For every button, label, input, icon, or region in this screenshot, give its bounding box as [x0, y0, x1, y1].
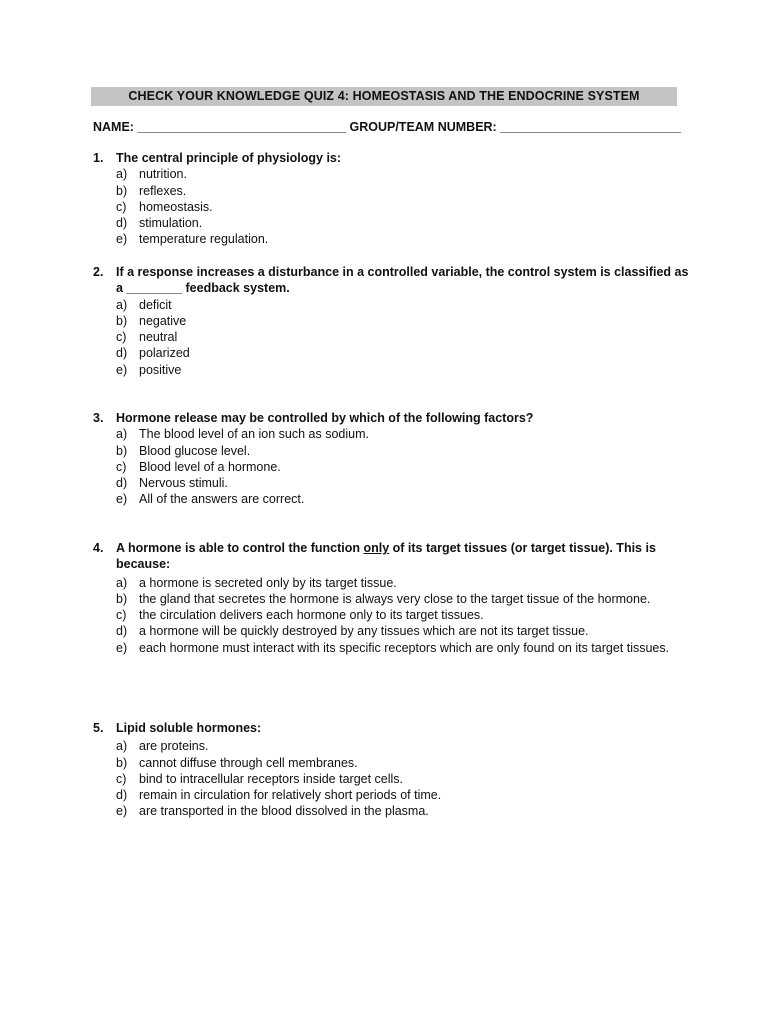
option-d: [93, 787, 693, 803]
option-text: positive: [139, 362, 182, 377]
question-number: 4.: [93, 541, 104, 555]
option-letter: b): [116, 183, 128, 198]
option-letter: c): [116, 771, 127, 786]
option-b: [93, 755, 693, 771]
option-list: [93, 426, 693, 507]
option-text: are transported in the blood dissolved in the plasma.: [139, 804, 429, 819]
question-number: 2.: [93, 265, 104, 279]
option-b: [93, 183, 693, 199]
question-1: [93, 150, 693, 248]
option-letter: b): [116, 313, 128, 328]
option-a: [93, 738, 693, 754]
option-d: [93, 215, 693, 231]
option-a: [93, 575, 693, 591]
option-b: [93, 443, 693, 459]
option-e: [93, 231, 693, 247]
quiz-title: CHECK YOUR KNOWLEDGE QUIZ 4: HOMEOSTASIS AND THE ENDOCRINE SYSTEM: [91, 87, 677, 106]
option-text: Blood level of a hormone.: [139, 459, 281, 474]
option-list: [93, 297, 693, 378]
option-text: The blood level of an ion such as sodium.: [139, 427, 369, 442]
option-letter: d): [116, 476, 128, 491]
option-letter: e): [116, 640, 128, 655]
option-text: nutrition.: [139, 167, 187, 182]
option-letter: b): [116, 443, 128, 458]
option-text: temperature regulation.: [139, 232, 269, 247]
option-letter: e): [116, 232, 128, 247]
option-letter: d): [116, 788, 128, 803]
question-number: 5.: [93, 721, 104, 735]
option-text: All of the answers are correct.: [139, 492, 305, 507]
option-letter: b): [116, 755, 128, 770]
option-e: [93, 491, 693, 507]
option-letter: c): [116, 330, 127, 345]
question-text: If a response increases a disturbance in a controlled variable, the control system is classified as a ________ feedback system.: [116, 265, 689, 296]
option-letter: c): [116, 608, 127, 623]
option-text: Blood glucose level.: [139, 443, 251, 458]
question-2: [93, 264, 693, 378]
option-list: [93, 738, 693, 819]
group-label: GROUP/TEAM NUMBER:: [349, 120, 497, 134]
option-letter: d): [116, 346, 128, 361]
option-d: [93, 623, 693, 639]
option-text: reflexes.: [139, 183, 187, 198]
group-blank: __________________________: [500, 120, 681, 134]
option-a: [93, 166, 693, 182]
option-text: negative: [139, 313, 187, 328]
option-letter: a): [116, 297, 128, 312]
option-e: [93, 640, 693, 656]
option-text: neutral: [139, 330, 178, 345]
option-text: deficit: [139, 297, 172, 312]
option-c: [93, 459, 693, 475]
option-text: the circulation delivers each hormone only to its target tissues.: [139, 608, 484, 623]
question-text: The central principle of physiology is:: [116, 151, 342, 165]
option-text: stimulation.: [139, 216, 203, 231]
option-b: [93, 591, 693, 607]
option-a: [93, 297, 693, 313]
option-text: are proteins.: [139, 739, 209, 754]
option-text: cannot diffuse through cell membranes.: [139, 755, 358, 770]
question-text: Hormone release may be controlled by which of the following factors?: [116, 411, 534, 425]
question-5: [93, 720, 693, 820]
option-letter: e): [116, 362, 128, 377]
question-text-part: A hormone is able to control the function: [116, 541, 364, 555]
option-c: [93, 771, 693, 787]
question-text-part: of its target tissues (or target tissue). This is because:: [116, 541, 656, 572]
question-text: [116, 540, 693, 573]
option-letter: a): [116, 427, 128, 442]
option-list: [93, 166, 693, 247]
option-text: Nervous stimuli.: [139, 476, 228, 491]
option-b: [93, 313, 693, 329]
name-label: NAME:: [93, 120, 134, 134]
option-d: [93, 475, 693, 491]
option-letter: a): [116, 167, 128, 182]
option-letter: b): [116, 591, 128, 606]
name-blank: ______________________________: [137, 120, 347, 134]
option-text: homeostasis.: [139, 199, 213, 214]
option-text: the gland that secretes the hormone is always very close to the target tissue of the hormone.: [139, 591, 651, 606]
option-text: a hormone will be quickly destroyed by any tissues which are not its target tissue.: [139, 624, 589, 639]
option-d: [93, 345, 693, 361]
option-c: [93, 329, 693, 345]
option-letter: a): [116, 739, 128, 754]
question-3: [93, 410, 693, 508]
option-text: each hormone must interact with its specific receptors which are only found on its target tissues.: [139, 640, 670, 655]
option-letter: d): [116, 216, 128, 231]
option-letter: a): [116, 575, 128, 590]
option-e: [93, 362, 693, 378]
option-text: polarized: [139, 346, 190, 361]
option-text: remain in circulation for relatively short periods of time.: [139, 788, 442, 803]
option-c: [93, 199, 693, 215]
option-text: bind to intracellular receptors inside target cells.: [139, 771, 404, 786]
option-letter: e): [116, 492, 128, 507]
question-number: 3.: [93, 411, 104, 425]
option-a: [93, 426, 693, 442]
option-letter: d): [116, 624, 128, 639]
option-letter: e): [116, 804, 128, 819]
name-group-line: [93, 119, 693, 135]
option-letter: c): [116, 459, 127, 474]
option-text: a hormone is secreted only by its target tissue.: [139, 575, 397, 590]
option-c: [93, 607, 693, 623]
question-text: Lipid soluble hormones:: [116, 721, 262, 735]
question-4: [93, 540, 693, 656]
option-list: [93, 575, 693, 656]
emphasis-only: only: [363, 541, 390, 555]
option-letter: c): [116, 199, 127, 214]
question-number: 1.: [93, 151, 104, 165]
option-e: [93, 803, 693, 819]
